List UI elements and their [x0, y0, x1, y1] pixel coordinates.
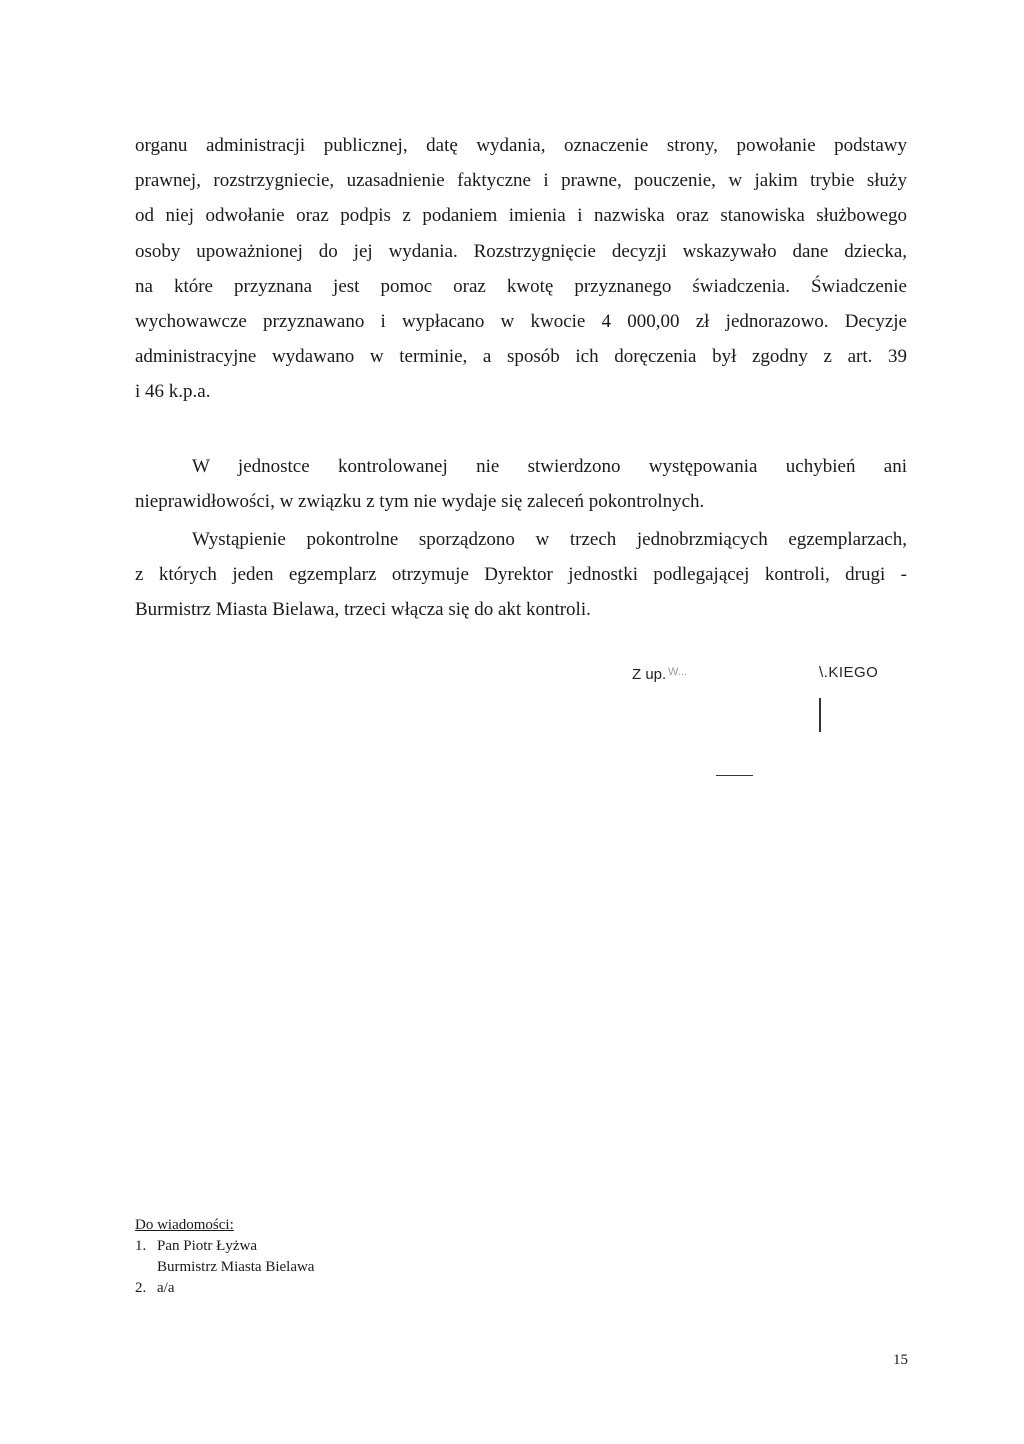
text-line: prawnej, rozstrzygniecie, uzasadnienie faktyczne i prawne, pouczenie, w jakim trybie służy	[135, 170, 907, 192]
item-role: Burmistrz Miasta Bielawa	[157, 1259, 315, 1275]
item-name: a/a	[157, 1280, 175, 1296]
text-line: administracyjne wydawano w terminie, a sposób ich doręczenia był zgodny z art. 39	[135, 346, 907, 368]
distribution-item	[135, 1236, 314, 1257]
distribution-item	[135, 1278, 314, 1299]
distribution-list	[135, 1215, 314, 1299]
signature-mark	[819, 698, 821, 732]
text-line: i 46 k.p.a.	[135, 381, 211, 403]
distribution-heading: Do wiadomości:	[135, 1217, 234, 1233]
text-line: osoby upoważnionej do jej wydania. Rozstrzygnięcie decyzji wskazywało dane dziecka,	[135, 240, 907, 262]
signature-stamp-right: \.KIEGO	[819, 664, 879, 681]
text-line: Wystąpienie pokontrolne sporządzono w trzech jednobrzmiących egzemplarzach,	[192, 529, 907, 550]
text-line: Burmistrz Miasta Bielawa, trzeci włącza się do akt kontroli.	[135, 599, 591, 621]
text-line: nieprawidłowości, w związku z tym nie wydaje się zaleceń pokontrolnych.	[135, 491, 705, 513]
item-name: Pan Piotr Łyżwa	[157, 1238, 257, 1254]
signature-stamp-left: Z up.	[632, 666, 667, 683]
item-number: 2.	[135, 1280, 147, 1296]
paragraph-copies	[135, 522, 907, 628]
text-line: z których jeden egzemplarz otrzymuje Dyrektor jednostki podlegającej kontroli, drugi -	[135, 564, 907, 586]
signature-stamp-faint: W...	[668, 666, 687, 678]
text-line: na które przyznana jest pomoc oraz kwotę przyznanego świadczenia. Świadczenie	[135, 275, 907, 297]
text-line: od niej odwołanie oraz podpis z podaniem imienia i nazwiska oraz stanowiska służbowego	[135, 205, 907, 227]
paragraph-no-irregularities	[135, 449, 907, 519]
text-line: W jednostce kontrolowanej nie stwierdzono występowania uchybień ani	[192, 456, 907, 477]
page-number: 15	[893, 1352, 908, 1368]
text-line: organu administracji publicznej, datę wydania, oznaczenie strony, powołanie podstawy	[135, 135, 907, 156]
signature-line	[716, 775, 753, 776]
text-line: wychowawcze przyznawano i wypłacano w kwocie 4 000,00 zł jednorazowo. Decyzje	[135, 311, 907, 333]
item-number: 1.	[135, 1238, 147, 1254]
paragraph-decision-details	[135, 128, 907, 410]
